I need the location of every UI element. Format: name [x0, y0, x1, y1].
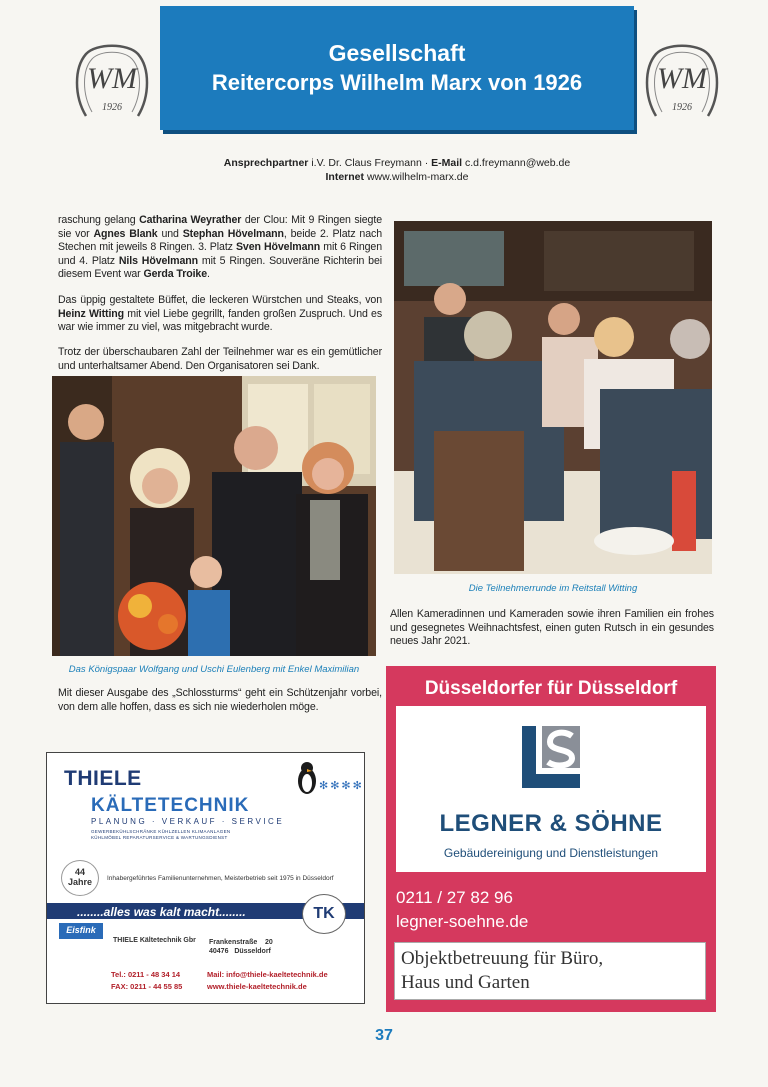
email-link[interactable]: c.d.freymann@web.de: [465, 157, 571, 169]
article-paragraph: Mit dieser Ausgabe des „Schlossturms“ geht ein Schützenjahr vorbei, von dem alle hoffen, dass es sich nie wiederholen möge.: [58, 687, 382, 713]
article-paragraph: Allen Kameradinnen und Kameraden sowie ihren Familien ein frohes und gesegnetes Weihnachtsfest, einen guten Rutsch in ein gesundes neues Jahr 2021.: [390, 608, 714, 648]
legner-logo-icon: [516, 722, 586, 792]
photo-caption: Das Königspaar Wolfgang und Uschi Eulenberg mit Enkel Maximilian: [68, 664, 360, 675]
ad-service-box: Objektbetreuung für Büro, Haus und Garten: [394, 942, 706, 1000]
website-link[interactable]: www.wilhelm-marx.de: [366, 171, 469, 183]
header-banner: [160, 6, 634, 130]
ad-family-text: Inhabergeführtes Familienunternehmen, Meisterbetrieb seit 1975 in Düsseldorf: [107, 875, 334, 882]
ad-small-print: GEWERBEKÜHLSCHRÄNKE KÜHLZELLEN KLIMAANLAGEN KÜHLMÖBEL REPARATURSERVICE & WARTUNGSDIENST: [91, 829, 231, 840]
ad-company-legal: THIELE Kältetechnik Gbr: [113, 937, 196, 944]
ad-logo-area: [396, 706, 706, 872]
ad-company-name: THIELE: [64, 767, 142, 790]
contact-info: [160, 156, 634, 184]
ad-city: 40476 Düsseldorf: [209, 948, 271, 955]
ad-kaeltetechnik: KÄLTETECHNIK: [91, 795, 250, 816]
internet-label: Internet: [325, 171, 365, 183]
snowflake-icon: ✻✻✻✻: [319, 780, 364, 792]
photo-participants: [394, 221, 712, 574]
ad-mail: [207, 969, 328, 993]
ad-phone[interactable]: 0211 / 27 82 96: [396, 888, 513, 907]
header-title-line2: Reitercorps Wilhelm Marx von 1926: [211, 70, 583, 95]
contact-person: i.V. Dr. Claus Freymann: [311, 157, 422, 169]
svg-text:WM: WM: [87, 62, 137, 95]
header-title-line1: Gesellschaft: [328, 40, 466, 66]
svg-text:1926: 1926: [102, 102, 122, 113]
tk-logo: TK: [302, 894, 346, 934]
photo-caption: Die Teilnehmerrunde im Reitstall Witting: [468, 583, 638, 594]
article-paragraph: raschung gelang Catharina Weyrather der Clou: Mit 9 Ringen siegte sie vor Agnes Blank und Stephan Hövelmann, beide 2. Platz nach Stechen mit jeweils 8 Ringen. 3. Platz Sven Hövelmann mit 6 Ringen und 4. Platz Nils Hövelmann mit 5 Ringen. Souveräne Richterin bei diesem Event war Gerda Troike.: [58, 214, 383, 281]
ad-subtitle: Gebäudereinigung und Dienstleistungen: [443, 846, 659, 860]
ad-slogan: ........alles was kalt macht........: [77, 905, 246, 919]
separator: ·: [424, 157, 429, 169]
article-paragraph: Trotz der überschaubaren Zahl der Teilnehmer war es ein gemütlicher und unterhaltsamer Abend. Den Organisatoren sei Dank.: [58, 346, 382, 372]
ad-street: Frankenstraße 20: [209, 939, 273, 946]
svg-text:WM: WM: [657, 62, 707, 95]
ad-services: PLANUNG · VERKAUF · SERVICE: [91, 817, 285, 826]
ad-company-name: LEGNER & SÖHNE: [439, 810, 663, 837]
ad-thiele-kaeltetechnik[interactable]: [46, 752, 365, 1004]
ad-phone: Tel.: 0211 - 48 34 14 FAX: 0211 - 44 55 85: [111, 970, 183, 991]
page-number: 37: [375, 1027, 393, 1044]
email-label: E-Mail: [431, 157, 463, 169]
ad-web-link[interactable]: legner-soehne.de: [396, 912, 529, 931]
svg-text:1926: 1926: [672, 102, 692, 113]
ad-legner-soehne[interactable]: [386, 666, 716, 1012]
ad-email-link[interactable]: Mail: info@thiele-kaeltetechnik.de: [207, 970, 328, 979]
years-badge: 44 Jahre: [61, 860, 99, 896]
horseshoe-monogram-icon: [642, 40, 722, 122]
ad-web-link[interactable]: www.thiele-kaeltetechnik.de: [207, 982, 307, 991]
ad-headline: Düsseldorfer für Düsseldorf: [424, 678, 678, 699]
eisfink-logo: Eisfink: [59, 923, 103, 939]
contact-label: Ansprechpartner: [223, 157, 309, 169]
photo-royal-couple: [52, 376, 376, 656]
horseshoe-monogram-icon: [72, 40, 152, 122]
article-paragraph: Das üppig gestaltete Büffet, die leckeren Würstchen und Steaks, von Heinz Witting mit viel Liebe gegrillt, fanden großen Zuspruch. Und es war wie immer zu viel, was mitgebracht wurde.: [58, 294, 383, 334]
penguin-icon: [295, 761, 319, 795]
